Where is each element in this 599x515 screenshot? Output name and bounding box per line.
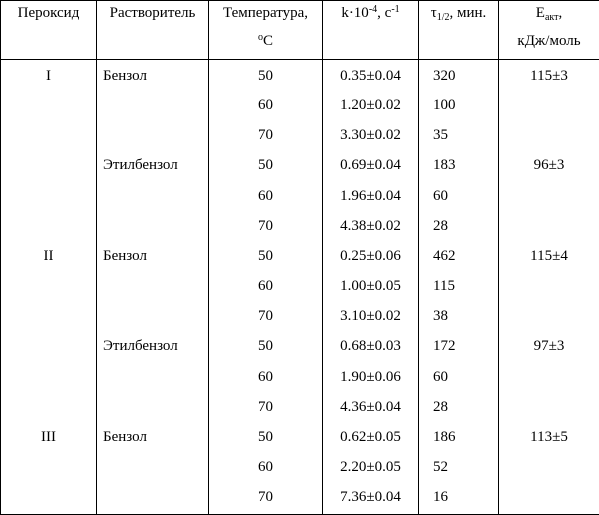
table-row (1, 60, 599, 92)
table-row (1, 243, 599, 273)
e-symbol: E (535, 5, 545, 21)
cell-peroxide (1, 273, 97, 303)
cell-temperature: 70 (209, 122, 323, 152)
tau-subscript: 1/2 (436, 12, 450, 23)
cell-activation-energy (499, 364, 599, 394)
table-header-row (1, 1, 599, 60)
cell-temperature: 70 (209, 394, 323, 424)
celsius-label: C (262, 33, 273, 49)
cell-activation-energy (499, 454, 599, 484)
cell-peroxide (1, 92, 97, 122)
table-row (1, 424, 599, 454)
header-solvent-label: Растворитель (109, 5, 196, 21)
cell-temperature: 70 (209, 303, 323, 333)
cell-peroxide: II (1, 243, 97, 273)
cell-rate-constant: 1.00±0.05 (323, 273, 419, 303)
table-row (1, 213, 599, 243)
table-row (1, 484, 599, 514)
cell-activation-energy: 115±3 (499, 60, 599, 92)
cell-peroxide: I (1, 60, 97, 92)
cell-activation-energy (499, 303, 599, 333)
table-row (1, 122, 599, 152)
cell-peroxide (1, 152, 97, 182)
cell-solvent (97, 303, 209, 333)
header-solvent (97, 1, 209, 60)
e-comma: , (558, 5, 563, 21)
table-row (1, 183, 599, 213)
header-temperature-label: Температура, (223, 5, 308, 21)
table-row (1, 333, 599, 363)
cell-temperature: 50 (209, 333, 323, 363)
header-half-life (419, 1, 499, 60)
cell-half-life: 115 (419, 273, 499, 303)
cell-temperature: 60 (209, 454, 323, 484)
cell-rate-constant: 3.30±0.02 (323, 122, 419, 152)
cell-solvent: Этилбензол (97, 152, 209, 182)
table-row (1, 92, 599, 122)
cell-activation-energy (499, 484, 599, 514)
cell-activation-energy: 113±5 (499, 424, 599, 454)
cell-half-life: 16 (419, 484, 499, 514)
cell-solvent (97, 92, 209, 122)
cell-rate-constant: 7.36±0.04 (323, 484, 419, 514)
k-exponent: -4 (368, 4, 378, 15)
k-unit-exponent: -1 (391, 4, 400, 15)
cell-peroxide: III (1, 424, 97, 454)
cell-peroxide (1, 333, 97, 363)
header-peroxide-label: Пероксид (17, 5, 80, 21)
table-row (1, 273, 599, 303)
cell-peroxide (1, 122, 97, 152)
tau-symbol: τ (430, 5, 437, 21)
cell-peroxide (1, 484, 97, 514)
cell-solvent (97, 394, 209, 424)
table-body (1, 60, 599, 515)
cell-half-life: 60 (419, 183, 499, 213)
cell-temperature: 60 (209, 273, 323, 303)
cell-activation-energy (499, 213, 599, 243)
cell-solvent (97, 122, 209, 152)
cell-temperature: 50 (209, 424, 323, 454)
header-peroxide (1, 1, 97, 60)
cell-solvent: Бензол (97, 424, 209, 454)
cell-solvent (97, 484, 209, 514)
tau-unit: , мин. (449, 5, 487, 21)
cell-peroxide (1, 454, 97, 484)
cell-peroxide (1, 364, 97, 394)
cell-half-life: 60 (419, 364, 499, 394)
header-rate-constant (323, 1, 419, 60)
cell-rate-constant: 2.20±0.05 (323, 454, 419, 484)
cell-rate-constant: 4.38±0.02 (323, 213, 419, 243)
cell-half-life: 462 (419, 243, 499, 273)
e-subscript: акт (544, 12, 559, 23)
cell-solvent: Бензол (97, 60, 209, 92)
cell-temperature: 60 (209, 364, 323, 394)
cell-rate-constant: 1.20±0.02 (323, 92, 419, 122)
table-row (1, 454, 599, 484)
cell-solvent (97, 213, 209, 243)
cell-temperature: 50 (209, 243, 323, 273)
cell-solvent: Бензол (97, 243, 209, 273)
cell-solvent (97, 273, 209, 303)
cell-solvent (97, 364, 209, 394)
cell-temperature: 70 (209, 213, 323, 243)
cell-activation-energy (499, 92, 599, 122)
cell-activation-energy (499, 394, 599, 424)
cell-half-life: 320 (419, 60, 499, 92)
cell-half-life: 35 (419, 122, 499, 152)
k-label: k·10 (341, 5, 369, 21)
k-unit: , с (377, 5, 392, 21)
table-row (1, 152, 599, 182)
cell-rate-constant: 0.35±0.04 (323, 60, 419, 92)
degree-sup: o (257, 32, 263, 43)
cell-solvent (97, 454, 209, 484)
e-unit: кДж/моль (517, 33, 581, 49)
cell-rate-constant: 0.62±0.05 (323, 424, 419, 454)
cell-rate-constant: 1.96±0.04 (323, 183, 419, 213)
cell-half-life: 38 (419, 303, 499, 333)
cell-rate-constant: 4.36±0.04 (323, 394, 419, 424)
cell-peroxide (1, 394, 97, 424)
cell-temperature: 70 (209, 484, 323, 514)
cell-peroxide (1, 303, 97, 333)
cell-activation-energy (499, 183, 599, 213)
cell-rate-constant: 3.10±0.02 (323, 303, 419, 333)
cell-rate-constant: 0.68±0.03 (323, 333, 419, 363)
cell-solvent: Этилбензол (97, 333, 209, 363)
cell-rate-constant: 0.69±0.04 (323, 152, 419, 182)
cell-rate-constant: 0.25±0.06 (323, 243, 419, 273)
cell-temperature: 60 (209, 183, 323, 213)
cell-peroxide (1, 183, 97, 213)
cell-temperature: 60 (209, 92, 323, 122)
table-row (1, 364, 599, 394)
cell-solvent (97, 183, 209, 213)
cell-half-life: 52 (419, 454, 499, 484)
cell-activation-energy: 97±3 (499, 333, 599, 363)
cell-half-life: 28 (419, 213, 499, 243)
cell-peroxide (1, 213, 97, 243)
header-temperature (209, 1, 323, 60)
table-row (1, 394, 599, 424)
cell-rate-constant: 1.90±0.06 (323, 364, 419, 394)
cell-half-life: 172 (419, 333, 499, 363)
cell-activation-energy: 96±3 (499, 152, 599, 182)
cell-activation-energy: 115±4 (499, 243, 599, 273)
header-temperature-unit (209, 33, 322, 49)
cell-activation-energy (499, 273, 599, 303)
cell-temperature: 50 (209, 60, 323, 92)
cell-half-life: 186 (419, 424, 499, 454)
cell-temperature: 50 (209, 152, 323, 182)
table-row (1, 303, 599, 333)
cell-half-life: 183 (419, 152, 499, 182)
header-activation-energy (499, 1, 599, 60)
cell-half-life: 28 (419, 394, 499, 424)
cell-half-life: 100 (419, 92, 499, 122)
cell-activation-energy (499, 122, 599, 152)
